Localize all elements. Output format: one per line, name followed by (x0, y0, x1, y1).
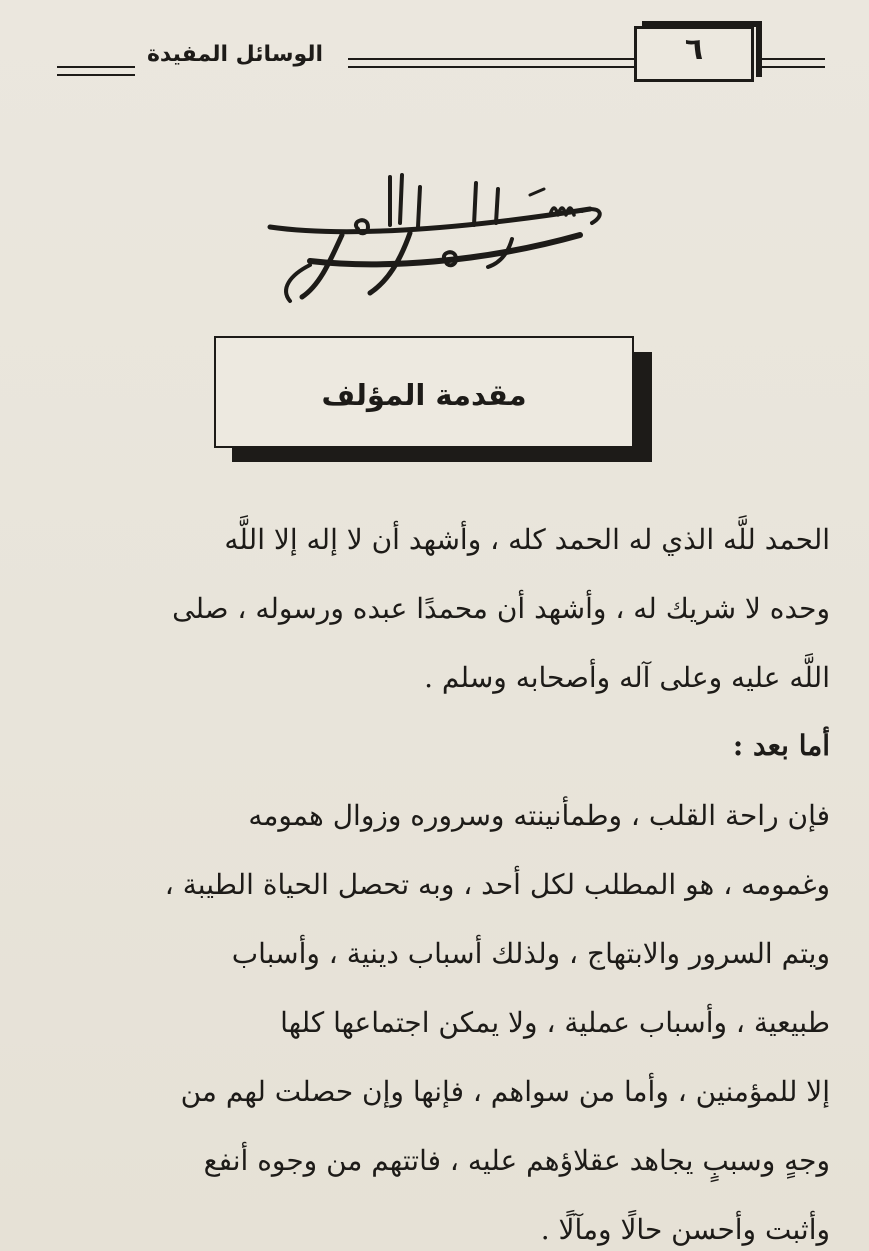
paragraph-1-line-2: وحده لا شريك له ، وأشهد أن محمدًا عبده ورسوله ، صلى (172, 592, 830, 625)
running-header (45, 24, 825, 84)
chapter-title: مقدمة المؤلف (321, 378, 527, 412)
header-rule-right-2 (348, 66, 634, 68)
paragraph-1-line-3: اللَّه عليه وعلى آله وأصحابه وسلم . (424, 661, 830, 694)
paragraph-2-line-5: إلا للمؤمنين ، وأما من سواهم ، فإنها وإن حصلت لهم من (180, 1075, 830, 1108)
running-title: الوسائل المفيدة (146, 42, 324, 67)
header-rule-left-1 (57, 66, 135, 68)
paragraph-2-line-4: طبيعية ، وأسباب عملية ، ولا يمكن اجتماعها كلها (280, 1006, 830, 1039)
paragraph-2-line-3: ويتم السرور والابتهاج ، ولذلك أسباب دينية ، وأسباب (231, 937, 830, 970)
section-subhead: أما بعد : (732, 729, 830, 762)
paragraph-2-line-6: وجهٍ وسببٍ يجاهد عقلاؤهم عليه ، فاتتهم من وجوه أنفع (203, 1144, 830, 1177)
header-rule-right-3 (757, 58, 825, 60)
body-text (40, 505, 830, 1246)
paragraph-2-line-2: وغمومه ، هو المطلب لكل أحد ، وبه تحصل الحياة الطيبة ، (164, 868, 830, 901)
basmala-calligraphy (250, 165, 620, 305)
page-number: ٦ (684, 32, 704, 67)
paragraph-2-line-1: فإن راحة القلب ، وطمأنينته وسروره وزوال همومه (248, 799, 830, 832)
paragraph-1-line-1: الحمد للَّه الذي له الحمد كله ، وأشهد أن لا إله إلا اللَّه (224, 523, 830, 556)
paragraph-2-line-7: وأثبت وأحسن حالًا ومآلًا . (540, 1213, 830, 1246)
header-rule-left-2 (57, 74, 135, 76)
header-rule-right-4 (757, 66, 825, 68)
header-rule-right-1 (348, 58, 634, 60)
